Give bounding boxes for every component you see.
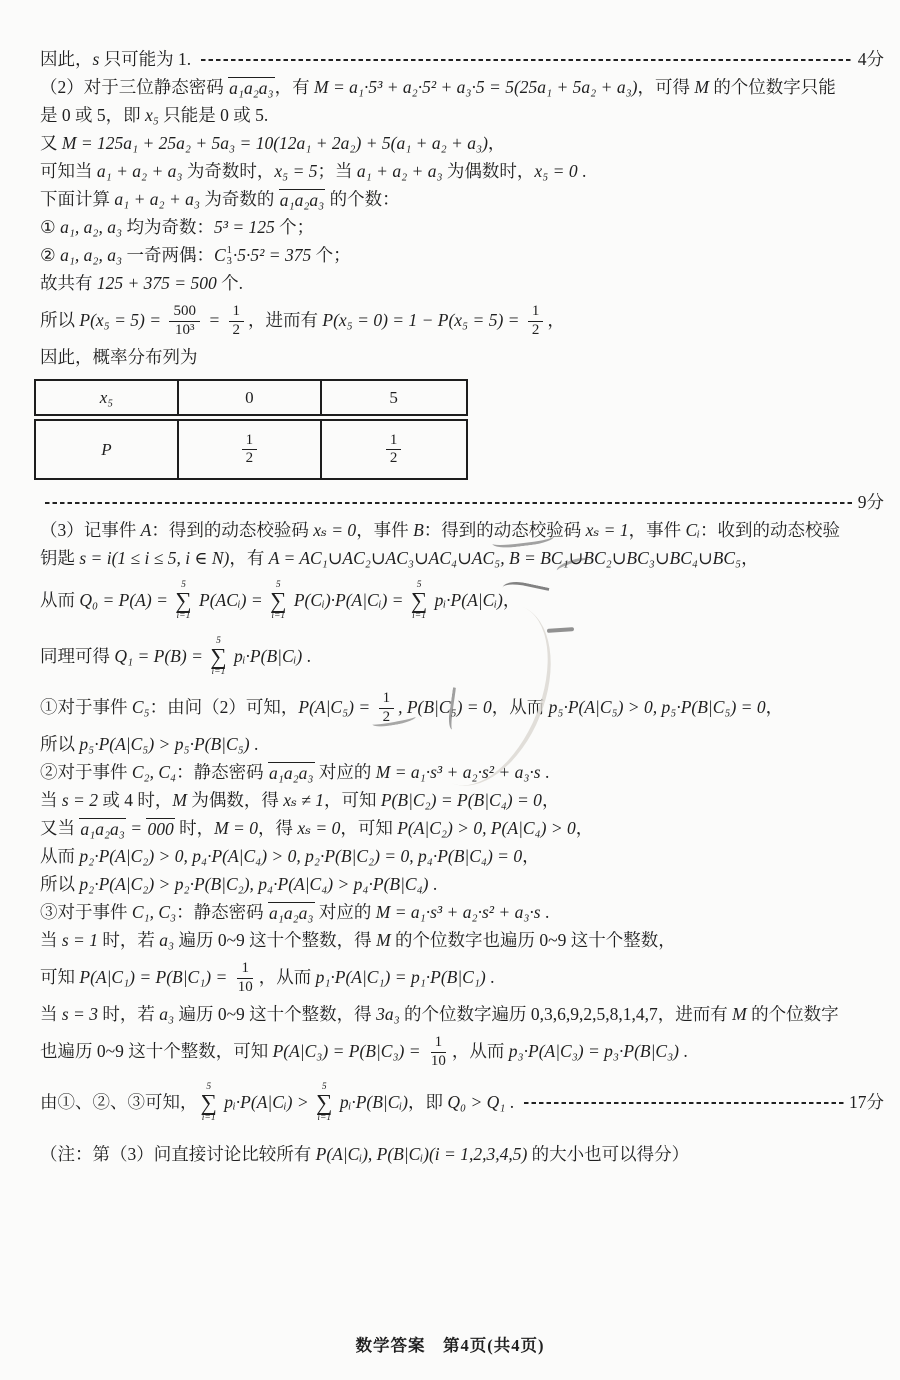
text-run: ，: [487, 133, 506, 154]
text-line: [40, 270, 884, 298]
text-run: 下面计算: [40, 189, 115, 210]
math-run: 125 + 375 = 500: [96, 273, 217, 294]
text-run: 为偶数，得: [186, 790, 284, 811]
text-line: [40, 242, 884, 270]
text-line: [40, 759, 884, 787]
fraction-numerator: 1: [229, 303, 245, 321]
fraction-numerator: 1: [379, 690, 395, 708]
text-run: 时，若: [98, 930, 160, 951]
fraction-denominator: 2: [531, 321, 540, 338]
text-run: ：得到的动态校验码: [151, 520, 314, 541]
text-run: ①: [40, 217, 61, 238]
text-run: 的个位数字也遍历 0~9 这十个整数，: [390, 930, 676, 951]
text-run: ，可知: [340, 818, 398, 839]
math-run: pᵢ·P(B|Cᵢ): [229, 646, 303, 667]
math-run: M: [172, 790, 187, 811]
math-run: A: [140, 520, 152, 541]
sum-lower-limit: i=1: [271, 610, 286, 621]
summation-symbol: [175, 581, 191, 622]
dotted-leader: [45, 502, 853, 504]
math-run: M = a₁·s³ + a₂·s² + a₃·s: [375, 762, 541, 783]
text-run: ，从而: [258, 967, 316, 988]
text-run: .: [577, 161, 587, 182]
text-run: ，即: [408, 1092, 448, 1113]
fraction-numerator: 1: [386, 432, 402, 450]
content-flow: [40, 46, 884, 1169]
math-run: pᵢ·P(B|Cᵢ): [335, 1092, 408, 1113]
text-run: ：收到的动态校验: [699, 520, 840, 541]
summation-symbol: [316, 1083, 332, 1124]
math-fraction: [242, 432, 258, 468]
math-fraction: [386, 432, 402, 468]
math-fraction: [236, 960, 255, 996]
fraction-denominator: 2: [389, 450, 398, 466]
text-run: .: [540, 762, 550, 783]
text-run: 当: [40, 1004, 62, 1025]
text-run: 的个位数字遍历 0,3,6,9,2,5,8,1,4,7，进而有: [399, 1004, 733, 1025]
text-line: [40, 158, 884, 186]
text-line: [40, 685, 884, 731]
table-header-row: [34, 379, 884, 416]
text-line: [40, 731, 884, 759]
math-run: M = 125a₁ + 25a₂ + 5a₃ = 10(12a₁ + 2a₂) + 5(a₁ + a₂ + a₃): [61, 133, 488, 154]
text-line: [40, 298, 884, 344]
fraction-denominator: 2: [382, 708, 391, 725]
math-run: pᵢ·P(A|Cᵢ): [430, 590, 503, 611]
text-run: .: [678, 1041, 688, 1062]
math-run: M: [694, 77, 709, 98]
text-run: 时，: [174, 818, 215, 839]
text-run: 所以: [40, 734, 80, 755]
text-run: ：静态密码: [176, 902, 269, 923]
math-run: p₁·P(A|C₁) = p₁·P(B|C₁): [315, 967, 486, 988]
fraction-denominator: 10: [237, 978, 253, 995]
text-run: ，可知: [323, 790, 381, 811]
text-run: （注：第（3）问直接讨论比较所有: [40, 1144, 316, 1165]
math-run: P(A|C₂) > 0, P(A|C₄) > 0: [397, 818, 576, 839]
math-run: a₃: [159, 1004, 175, 1025]
math-fraction: [169, 303, 200, 339]
text-run: ，进而有: [248, 310, 323, 331]
text-run: ，: [547, 310, 565, 331]
math-run: 5³ = 125: [213, 217, 275, 238]
math-run: x₅ = 0: [534, 161, 578, 182]
text-line: [40, 74, 884, 102]
text-run: ：静态密码: [176, 762, 269, 783]
sum-upper-limit: 5: [216, 635, 221, 646]
fraction-numerator: 500: [169, 303, 200, 321]
text-line: [40, 1029, 884, 1075]
math-fraction: [229, 303, 245, 339]
text-run: .: [505, 1092, 519, 1113]
math-run: p₂·P(A|C₂) > p₂·P(B|C₂), p₄·P(A|C₄) > p₄·P(B|C₄): [79, 874, 429, 895]
text-run: ，: [575, 818, 594, 839]
summation-symbol: [210, 637, 226, 678]
sum-sigma: ∑: [270, 588, 287, 614]
sum-sigma: ∑: [175, 588, 192, 614]
table-header-cell: 5: [320, 379, 468, 416]
text-run: （3）记事件: [40, 520, 141, 541]
text-run: 对应的: [314, 902, 376, 923]
text-line: [40, 1001, 884, 1029]
text-run: 为奇数时，: [182, 161, 275, 182]
text-run: ，: [541, 790, 560, 811]
overline-math-run: 000: [147, 819, 174, 840]
subscript: 3: [226, 256, 232, 267]
math-fraction: [379, 690, 395, 726]
score-label: 17分: [849, 1092, 884, 1113]
text-run: 因此，: [40, 49, 93, 70]
text-line: [40, 573, 884, 629]
text-run: ，: [741, 548, 759, 569]
text-run: ：由问（2）可知，: [149, 697, 299, 718]
text-run: 的个位数字只能: [708, 77, 836, 98]
sum-upper-limit: 5: [321, 1081, 327, 1092]
text-run: 可知: [40, 967, 80, 988]
sum-upper-limit: 5: [275, 579, 281, 590]
score-line-4: [40, 46, 884, 74]
script-base: C: [213, 245, 226, 266]
math-run: a₁ + a₂ + a₃: [356, 161, 443, 182]
math-run: P(B|C₂) = P(B|C₄) = 0: [380, 790, 542, 811]
text-run: ，: [522, 846, 540, 867]
text-run: 只可能为 1.: [99, 49, 196, 70]
math-run: a₁ + a₂ + a₃: [96, 161, 183, 182]
text-run: 对应的: [314, 762, 376, 783]
text-run: ，得: [257, 818, 298, 839]
text-run: 时，若: [98, 1004, 160, 1025]
text-run: ①对于事件: [40, 697, 132, 718]
math-run: C₂, C₄: [131, 762, 177, 783]
fraction-denominator: 2: [232, 321, 241, 338]
scripted-symbol: [214, 245, 233, 267]
text-run: 的大小也可以得分）: [527, 1144, 690, 1165]
math-run: P(A|C₁) = P(B|C₁) =: [79, 967, 232, 988]
score-line-9: [40, 489, 884, 517]
math-run: M = a₁·s³ + a₂·s² + a₃·s: [375, 902, 541, 923]
text-run: .: [485, 967, 495, 988]
sum-lower-limit: i=1: [211, 666, 226, 677]
text-run: 由①、②、③可知，: [40, 1092, 198, 1113]
text-run: ，事件: [628, 520, 686, 541]
score-label: 9分: [857, 492, 884, 513]
text-line: [40, 955, 884, 1001]
math-run: P(A|C₅) =: [298, 697, 375, 718]
note-line: [40, 1141, 884, 1169]
text-line: [40, 815, 884, 843]
math-run: xₛ = 1: [585, 520, 629, 541]
math-run: p₂·P(A|C₂) > 0, p₄·P(A|C₄) > 0, p₂·P(B|C₂) = 0, p₄·P(B|C₄) = 0: [79, 846, 523, 867]
text-line: [40, 787, 884, 815]
text-run: ，有: [274, 77, 315, 98]
text-run: 一奇两偶：: [122, 245, 214, 266]
math-run: p₅·P(A|C₅) > p₅·P(B|C₅): [79, 734, 250, 755]
text-run: 只能是 0 或 5.: [158, 105, 269, 126]
text-line: [40, 344, 884, 372]
text-run: 所以: [40, 874, 80, 895]
sum-upper-limit: 5: [181, 579, 186, 590]
text-run: 所以: [40, 310, 80, 331]
text-run: 个；: [311, 245, 351, 266]
overline-math-run: a₁a₂a₃: [269, 763, 314, 784]
text-run: 从而: [40, 846, 80, 867]
math-run: p₃·P(A|C₃) = p₃·P(B|C₃): [508, 1041, 679, 1062]
text-run: ，: [765, 697, 784, 718]
fraction-numerator: 1: [528, 303, 544, 321]
math-run: B: [413, 520, 424, 541]
text-run: ②对于事件: [40, 762, 132, 783]
sum-sigma: ∑: [410, 588, 428, 614]
math-run: Q₀ = P(A) =: [79, 590, 173, 611]
sum-lower-limit: i=1: [412, 610, 426, 621]
math-run: P(Cᵢ)·P(A|Cᵢ) =: [289, 590, 408, 611]
math-run: s: [92, 49, 100, 70]
text-run: 也遍历 0~9 这十个整数，可知: [40, 1041, 273, 1062]
table-value-cell: [320, 419, 468, 480]
text-run: 均为奇数：: [122, 217, 214, 238]
overline-math-run: a₁a₂a₃: [279, 190, 325, 211]
score-label: 4分: [857, 49, 884, 70]
math-run: a₁, a₂, a₃: [60, 217, 123, 238]
math-run: M: [376, 930, 391, 951]
text-run: 是 0 或 5，即: [40, 105, 145, 126]
summation-symbol: [411, 581, 427, 622]
text-run: ②: [40, 245, 61, 266]
text-line: [40, 927, 884, 955]
overline-math-run: a₁a₂a₃: [80, 819, 125, 840]
math-run: s = 1: [61, 930, 98, 951]
math-run: a₁ + a₂ + a₃: [114, 189, 200, 210]
math-run: P(A|C₃) = P(B|C₃) =: [272, 1041, 425, 1062]
text-run: 为偶数时，: [442, 161, 535, 182]
table-header-cell: 0: [177, 379, 322, 416]
math-run: Q₀ > Q₁: [447, 1092, 506, 1113]
math-run: a₃: [159, 930, 175, 951]
text-run: ，事件: [356, 520, 414, 541]
text-line: [40, 130, 884, 158]
sum-sigma: ∑: [200, 1090, 217, 1116]
text-run: 遍历 0~9 这十个整数，得: [174, 1004, 377, 1025]
math-run: P(x₅ = 5) =: [79, 310, 166, 331]
sum-upper-limit: 5: [206, 1081, 212, 1092]
dotted-leader: [201, 59, 853, 61]
math-run: s = 3: [61, 1004, 98, 1025]
table-body-row: [34, 419, 884, 480]
sum-lower-limit: i=1: [176, 610, 191, 621]
text-run: 可知当: [40, 161, 97, 182]
overline-math-run: a₁a₂a₃: [229, 78, 274, 99]
math-run: Q₁ = P(B) =: [114, 646, 208, 667]
sum-sigma: ∑: [316, 1090, 333, 1116]
math-run: s = i(1 ≤ i ≤ 5, i ∈ N): [79, 548, 230, 569]
math-run: 3a₃: [376, 1004, 400, 1025]
script-stack: [227, 245, 232, 267]
sum-lower-limit: i=1: [317, 1112, 332, 1123]
summation-symbol: [270, 581, 286, 622]
score-line-17: [40, 1075, 884, 1131]
math-run: xₛ ≠ 1: [283, 790, 324, 811]
text-run: 为奇数的: [200, 189, 279, 210]
text-run: 个；: [274, 217, 315, 238]
text-line: [40, 102, 884, 130]
text-run: 又: [40, 133, 62, 154]
text-line: [40, 545, 884, 573]
math-run: x₅ = 5: [274, 161, 318, 182]
math-run: A = AC₁∪AC₂∪AC₃∪AC₄∪AC₅, B = BC₁∪BC₂∪BC₃∪BC₄∪BC₅: [268, 548, 742, 569]
text-line: [40, 186, 884, 214]
text-run: 从而: [40, 590, 80, 611]
text-run: ③对于事件: [40, 902, 132, 923]
text-run: ，可得: [637, 77, 695, 98]
text-run: ，: [502, 590, 521, 611]
math-run: =: [203, 310, 225, 331]
math-run: xₛ = 0: [297, 818, 341, 839]
probability-table: [34, 379, 884, 480]
text-run: ，从而: [451, 1041, 509, 1062]
text-run: 当: [40, 790, 62, 811]
fraction-numerator: 1: [242, 432, 258, 450]
text-run: 的个数：: [325, 189, 400, 210]
math-run: s = 2: [61, 790, 98, 811]
text-run: .: [540, 902, 550, 923]
text-line: [40, 899, 884, 927]
text-run: 又当: [40, 818, 80, 839]
fraction-numerator: 1: [431, 1034, 447, 1052]
text-run: 的个位数字: [746, 1004, 839, 1025]
math-run: C₅: [131, 697, 150, 718]
math-run: M = 0: [214, 818, 258, 839]
text-run: ，有: [229, 548, 269, 569]
math-run: a₁, a₂, a₃: [60, 245, 123, 266]
text-run: 钥匙: [40, 548, 80, 569]
math-run: xₛ = 0: [313, 520, 357, 541]
math-run: P(A|Cᵢ), P(B|Cᵢ)(i = 1,2,3,4,5): [315, 1144, 528, 1165]
sum-sigma: ∑: [210, 644, 227, 670]
math-run: p₅·P(A|C₅) > 0, p₅·P(B|C₅) = 0: [548, 697, 766, 718]
text-run: 因此，概率分布列为: [40, 347, 198, 368]
text-run: .: [249, 734, 259, 755]
text-run: 故共有: [40, 273, 97, 294]
summation-symbol: [201, 1083, 217, 1124]
text-line: [40, 517, 884, 545]
math-run: M = a₁·5³ + a₂·5² + a₃·5 = 5(25a₁ + 5a₂ + a₃): [314, 77, 638, 98]
math-run: =: [125, 818, 147, 839]
math-fraction: [429, 1034, 448, 1070]
table-row-label: P: [34, 419, 179, 480]
math-run: P(x₅ = 0) = 1 − P(x₅ = 5) =: [322, 310, 524, 331]
math-fraction: [528, 303, 544, 339]
text-run: ：得到的动态校验码: [423, 520, 586, 541]
text-line: [40, 843, 884, 871]
math-run: P(ACᵢ) =: [194, 590, 268, 611]
text-run: ，从而: [491, 697, 549, 718]
fraction-denominator: 10: [430, 1052, 446, 1069]
page-footer: 数学答案 第4页(共4页): [355, 1336, 545, 1355]
text-line: [40, 629, 884, 685]
sum-lower-limit: i=1: [201, 1112, 216, 1123]
text-run: 个.: [216, 273, 243, 294]
math-run: x₅: [145, 105, 159, 126]
text-run: 当: [40, 930, 62, 951]
text-run: 或 4 时，: [98, 790, 173, 811]
dotted-leader: [524, 1102, 844, 1104]
overline-math-run: a₁a₂a₃: [269, 903, 314, 924]
text-run: .: [302, 646, 311, 667]
math-run: C₁, C₃: [131, 902, 177, 923]
text-run: 遍历 0~9 这十个整数，得: [174, 930, 377, 951]
superscript: 1: [226, 244, 232, 256]
text-run: ；当: [317, 161, 357, 182]
math-run: M: [732, 1004, 747, 1025]
text-run: 同理可得: [40, 646, 115, 667]
text-line: [40, 871, 884, 899]
sum-upper-limit: 5: [416, 579, 422, 590]
text-run: .: [428, 874, 438, 895]
fraction-numerator: 1: [237, 960, 253, 978]
math-run: , P(B|C₅) = 0: [398, 697, 492, 718]
fraction-denominator: 2: [245, 450, 254, 466]
math-run: pᵢ·P(A|Cᵢ) >: [219, 1092, 314, 1113]
fraction-denominator: 10³: [174, 321, 195, 338]
table-value-cell: [177, 419, 322, 480]
math-run: Cᵢ: [685, 520, 700, 541]
math-run: ·5·5² = 375: [232, 245, 312, 266]
text-run: （2）对于三位静态密码: [40, 77, 229, 98]
text-line: [40, 214, 884, 242]
table-header-cell: x₅: [34, 379, 179, 416]
